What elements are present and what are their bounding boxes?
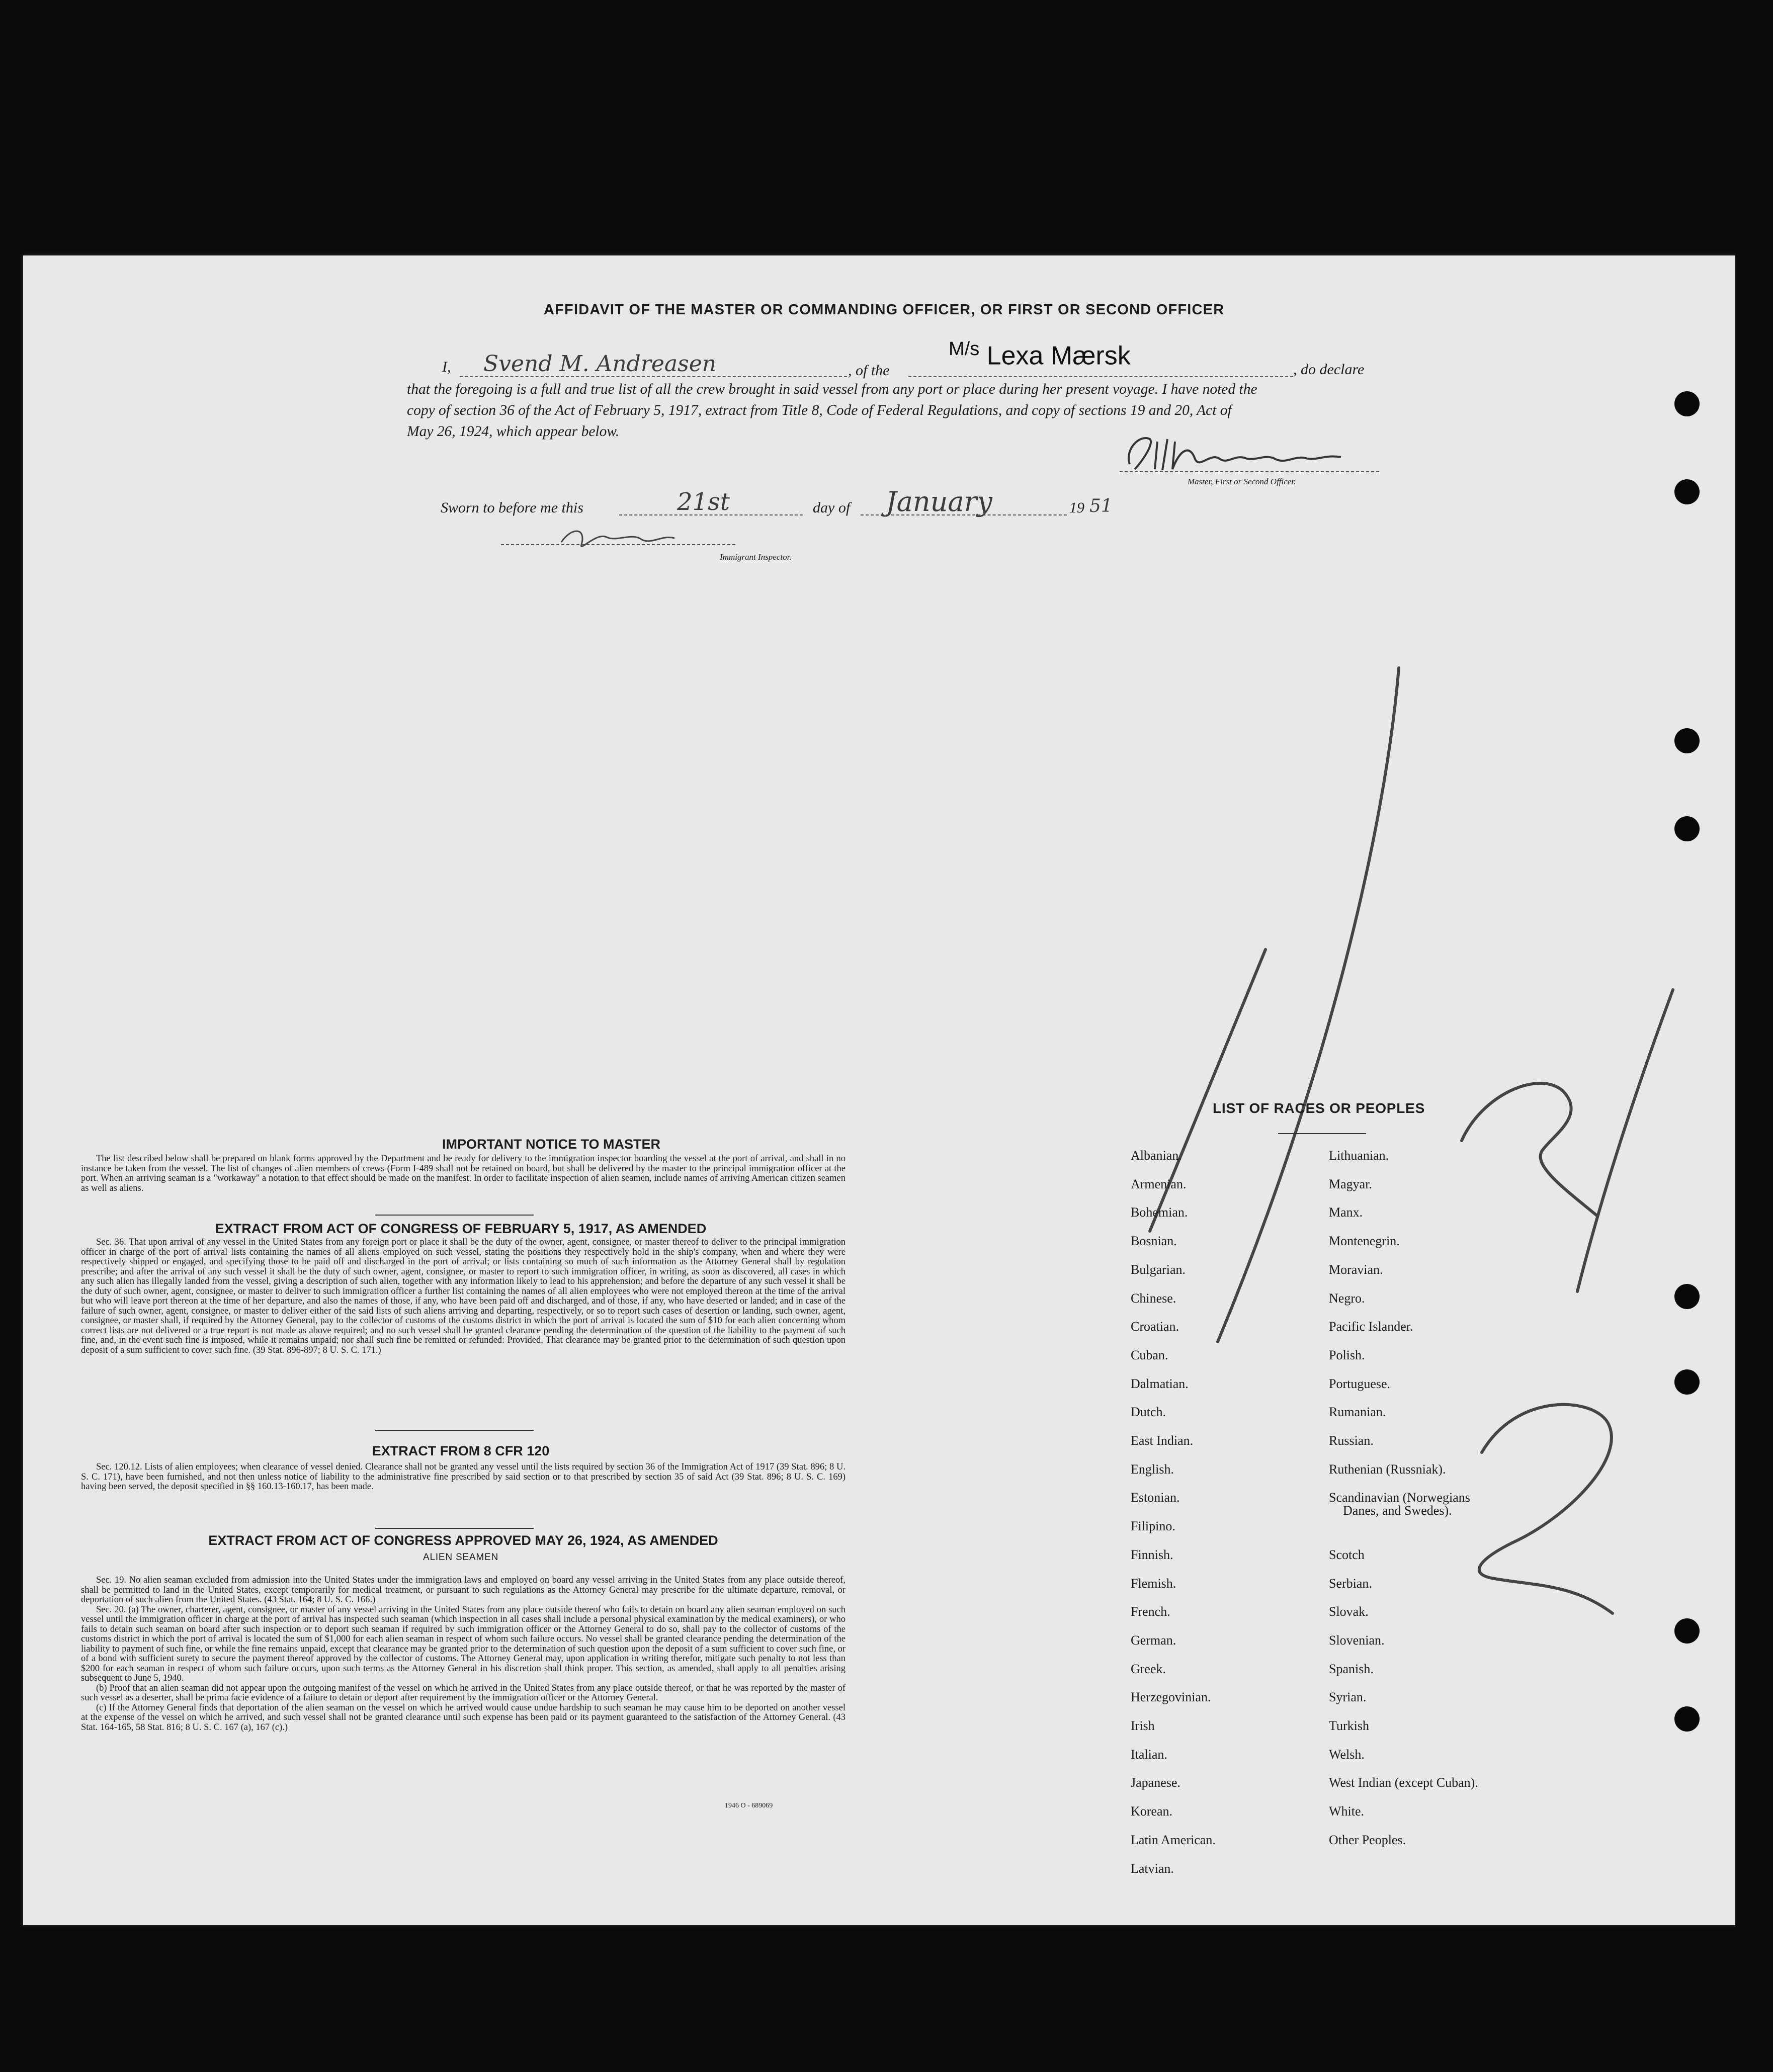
race-item: Spanish.: [1329, 1661, 1374, 1676]
race-item: West Indian (except Cuban).: [1329, 1775, 1478, 1790]
notice-title: IMPORTANT NOTICE TO MASTER: [442, 1137, 660, 1152]
vessel-name: $^{M/s}$ Lexa Mærsk: [949, 338, 1131, 371]
race-item: Korean.: [1131, 1804, 1173, 1819]
print-code: 1946 O - 689069: [725, 1802, 773, 1809]
race-item: Serbian.: [1329, 1576, 1372, 1591]
race-item: Scandinavian (Norwegians: [1329, 1490, 1470, 1505]
race-item: White.: [1329, 1804, 1365, 1819]
race-item: Dutch.: [1131, 1405, 1166, 1420]
affidavit-body-line: copy of section 36 of the Act of February 5, 1917, extract from Title 8, Code of Federal Regulations, and copy of sections 19 and 20, Act of: [407, 402, 1232, 418]
race-item: German.: [1131, 1632, 1176, 1648]
affidavit-do-declare: , do declare: [1293, 361, 1365, 378]
race-item: Pacific Islander.: [1329, 1319, 1413, 1334]
race-item: Russian.: [1329, 1433, 1374, 1448]
race-item: Montenegrin.: [1329, 1234, 1400, 1249]
act1924-text: Sec. 19. No alien seaman excluded from admission into the United States under the immigration laws and employed on board any vessel arriving in the United States from any place outside thereof, shall be permitted to land in the United States, except temporarily for medical treatment, or pursuant to such regulations as the Attorney General may prescribe for the ultimate departure, removal, or deportation of such alien from the United States. (43 Stat. 164; 8 U. S. C. 166.) Sec. 20. (a) The owner, charterer, agent, consignee, or master of any vessel arriving in the United States from any place outside thereof who fails to detain on board any alien seaman employed on such vessel until the immigration officer in charge at the port of arrival has inspected such seaman (which inspection in all cases shall include a personal physical examination by the medical examiners), or who fails to detain such seaman on board after such inspection or to deport such seaman if required by such immigration officer or the Attorney General to do so, shall pay to the collector of customs of the customs district in which the port of arrival is located the sum of $1,000 for each alien seaman in respect of whom such failure occurs. No vessel shall be granted clearance pending the determination of the liability to payment of such fine, or while the fine remains unpaid, except that clearance may be granted prior to the determination of such question upon the deposit of a sum sufficient to cover such fine, or of a bond with sufficient surety to secure the payment thereof approved by the collector of customs. The Attorney General may, upon application in writing therefor, mitigate such penalty to not less than $200 for each seaman in respect of whom such failure occurs, upon such terms as the Attorney General in his discretion shall think proper. This section, as amended, shall apply to all penalties arising subsequent to June 5, 1940. (b) Proof that an alien seaman did not appear upon the outgoing manifest of the vessel on which he arrived in the United States from any place outside thereof, or that he was reported by the master of such vessel as a deserter, shall be prima facie evidence of a failure to detain or deport after requirement by the immigration officer or the Attorney General. (c) If the Attorney General finds that deportation of the alien seaman on the vessel on which he arrived would cause undue hardship to such seaman he may cause him to be deported on another vessel at the expense of the vessel on which he arrived, and such vessel shall not be granted clearance until such expense has been paid or its payment guaranteed to the satisfaction of the Attorney General. (43 Stat. 164-165, 58 Stat. 816; 8 U. S. C. 167 (a), 167 (c).): [81, 1575, 846, 1733]
affidavit-i: I,: [442, 359, 451, 375]
handwritten-page-number: [1462, 1392, 1663, 1654]
race-item: Syrian.: [1329, 1690, 1367, 1705]
races-title: LIST OF RACES OR PEOPLES: [1213, 1100, 1425, 1116]
race-item: Polish.: [1329, 1347, 1365, 1362]
race-item: Irish: [1131, 1718, 1155, 1733]
cfr-title: EXTRACT FROM 8 CFR 120: [372, 1443, 550, 1458]
affidavit-body-line: May 26, 1924, which appear below.: [407, 423, 620, 440]
race-item: Turkish: [1329, 1718, 1369, 1733]
race-item: Flemish.: [1131, 1576, 1176, 1591]
binder-hole: [1674, 1369, 1700, 1395]
race-item: Ruthenian (Russniak).: [1329, 1461, 1446, 1477]
race-item: Filipino.: [1131, 1519, 1175, 1534]
race-item: Slovenian.: [1329, 1632, 1385, 1648]
race-item: Manx.: [1329, 1205, 1363, 1220]
binder-hole: [1674, 1618, 1700, 1644]
race-item: Greek.: [1131, 1661, 1166, 1676]
act1917-title: EXTRACT FROM ACT OF CONGRESS OF FEBRUARY 5, 1917, AS AMENDED: [215, 1221, 707, 1236]
race-item: Estonian.: [1131, 1490, 1180, 1505]
race-item: Lithuanian.: [1329, 1148, 1389, 1163]
race-item: Chinese.: [1131, 1290, 1176, 1306]
race-item: Japanese.: [1131, 1775, 1180, 1790]
race-item: East Indian.: [1131, 1433, 1194, 1448]
race-item: French.: [1131, 1604, 1170, 1619]
race-item: Moravian.: [1329, 1262, 1383, 1277]
affidavit-of-the: , of the: [848, 362, 890, 379]
sworn-month-handwritten: January: [886, 486, 992, 517]
race-item: Welsh.: [1329, 1747, 1365, 1762]
race-item: Bosnian.: [1131, 1234, 1177, 1249]
master-caption: Master, First or Second Officer.: [1188, 477, 1296, 486]
binder-hole: [1674, 391, 1700, 416]
race-item: Latin American.: [1131, 1832, 1216, 1847]
race-item: Bohemian.: [1131, 1205, 1188, 1220]
race-item: Negro.: [1329, 1290, 1365, 1306]
race-item: Other Peoples.: [1329, 1832, 1406, 1847]
affidavit-title: AFFIDAVIT OF THE MASTER OR COMMANDING OFFICER, OR FIRST OR SECOND OFFICER: [544, 302, 1225, 318]
race-item: Danes, and Swedes).: [1343, 1503, 1452, 1518]
master-signature: [1120, 429, 1391, 479]
cfr-text: Sec. 120.12. Lists of alien employees; when clearance of vessel denied. Clearance shall not be granted any vessel until the lists required by section 36 of the Immigration Act of 1917 (39 Stat. 896; 8 U. S. C. 171), have been furnished, and not then unless notice of liability to the administrative fine prescribed by said section or to that prescribed by section 35 of said Act (39 Stat. 896; 8 U. S. C. 169) having been served, the deposit specified in §§ 160.13-160.17, has been made.: [81, 1462, 846, 1492]
year-prefix: 19: [1069, 499, 1084, 516]
inspector-signature: [501, 517, 783, 557]
handwritten-date-mark: [1120, 608, 1703, 1362]
race-item: Croatian.: [1131, 1319, 1179, 1334]
race-item: Albanian.: [1131, 1148, 1182, 1163]
race-item: Magyar.: [1329, 1176, 1372, 1191]
notice-text: The list described below shall be prepared on blank forms approved by the Department and be ready for delivery to the immigration inspector boarding the vessel at the port of arrival, and shall in no instance be taken from the vessel. The list of changes of alien members of crews (Form I-489 shall not be retained on board, but shall be delivered by the master to the principal immigration officer at the port. When an arriving seaman is a "workaway" a notation to that effect should be made on the manifest. In order to facilitate inspection of alien seamen, include names of arriving American citizen seamen as well as aliens.: [81, 1154, 846, 1193]
race-item: Bulgarian.: [1131, 1262, 1186, 1277]
race-item: Slovak.: [1329, 1604, 1369, 1619]
binder-hole: [1674, 1706, 1700, 1732]
act1924-subtitle: ALIEN SEAMEN: [423, 1552, 499, 1563]
race-item: Cuban.: [1131, 1347, 1168, 1362]
master-name-handwritten: Svend M. Andreasen: [483, 351, 717, 377]
act1917-text: Sec. 36. That upon arrival of any vessel in the United States from any foreign port or place it shall be the duty of the owner, agent, consignee, or master thereof to deliver to the principal immigration officer in charge of the port of arrival lists containing the names of all aliens employed on such vessel, stating the positions they respectively hold in the ship's company, when and where they were respectively shipped or engaged, and specifying those to be paid off and discharged in the port of arrival; or lists containing so much of such information as the Attorney General shall by regulation prescribe; and after the arrival of any such vessel it shall be the duty of such owner, agent, consignee, or master to report to such immigration officer, in writing, as soon as discovered, all cases in which any such alien has illegally landed from the vessel, giving a description of such alien, together with any information likely to lead to his apprehension; and before the departure of any such vessel it shall be the duty of such owner, agent, consignee, or master to deliver to such immigration officer a further list containing the names of all alien employees who were not employed thereon at the time of the arrival but who will leave port thereon at the time of her departure, and also the names of those, if any, who have been paid off and discharged, and of those, if any, who have deserted or landed; and in case of the failure of such owner, agent, consignee, or master to deliver either of the said lists of such aliens arriving and departing, respectively, or so to report such cases of desertion or landing, such owner, agent, consignee, or master shall, if required by the Attorney General, pay to the collector of customs of the customs district in which the port of arrival is located the sum of $10 for each alien concerning whom correct lists are not delivered or a true report is not made as above required; and no such vessel shall be granted clearance pending the determination of the question of the liability to the payment of such fine, and, in the event such fine is imposed, while it remains unpaid; nor shall such fine be remitted or refunded: Provided, That clearance may be granted prior to the determination of such question upon deposit of a sum sufficient to cover such fine. (39 Stat. 896-897; 8 U. S. C. 171.): [81, 1237, 846, 1355]
race-item: Scotch: [1329, 1547, 1365, 1562]
race-item: English.: [1131, 1461, 1174, 1477]
sworn-prefix: Sworn to before me this: [441, 499, 583, 516]
binder-hole: [1674, 479, 1700, 504]
race-item: Portuguese.: [1329, 1376, 1391, 1391]
affidavit-body-line: that the foregoing is a full and true list of all the crew brought in said vessel from any port or place during her present voyage. I have noted the: [407, 381, 1257, 397]
race-item: Finnish.: [1131, 1547, 1173, 1562]
day-of: day of: [813, 499, 851, 516]
race-item: Italian.: [1131, 1747, 1167, 1762]
act1924-title: EXTRACT FROM ACT OF CONGRESS APPROVED MAY 26, 1924, AS AMENDED: [208, 1533, 718, 1548]
sworn-day-handwritten: 21st: [677, 488, 730, 516]
race-item: Armenian.: [1131, 1176, 1187, 1191]
race-item: Latvian.: [1131, 1861, 1174, 1876]
race-item: Rumanian.: [1329, 1405, 1386, 1420]
document-sheet: [23, 255, 1735, 1925]
inspector-caption: Immigrant Inspector.: [720, 552, 792, 562]
race-item: Dalmatian.: [1131, 1376, 1189, 1391]
year-handwritten: 51: [1089, 496, 1113, 516]
race-item: Herzegovinian.: [1131, 1690, 1211, 1705]
